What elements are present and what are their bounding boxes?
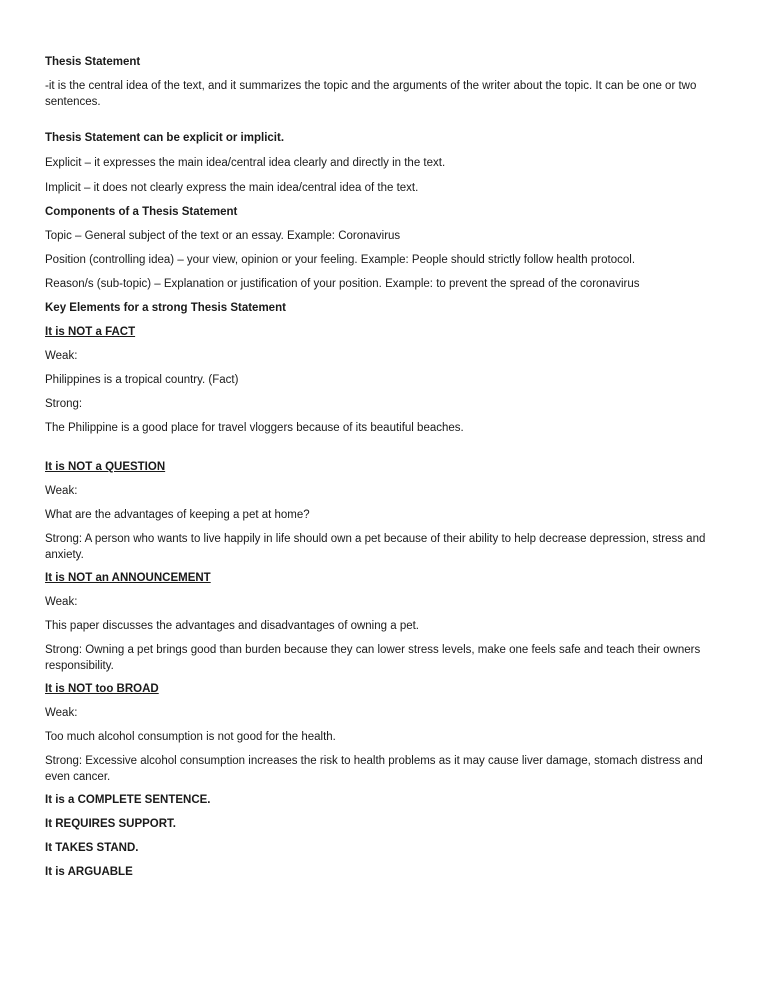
fact-weak-label: Weak: [45,350,78,362]
fact-heading: It is NOT a FACT [45,326,136,338]
question-weak-label: Weak: [45,485,78,497]
question-heading: It is NOT a QUESTION [45,461,166,473]
implicit-definition: Implicit – it does not clearly express the main idea/central idea of the text. [45,182,419,194]
arguable-element: It is ARGUABLE [45,866,133,878]
component-position: Position (controlling idea) – your view, opinion or your feeling. Example: People should strictly follow health protocol. [45,254,636,266]
fact-strong-label: Strong: [45,398,83,410]
broad-heading: It is NOT too BROAD [45,683,159,695]
question-strong-example: Strong: A person who wants to live happily in life should own a pet because of their ability to help decrease depression, stress and anxiety. [45,533,706,561]
announcement-strong-example: Strong: Owning a pet brings good than burden because they can lower stress levels, make one feels safe and teach their owners responsibility. [45,644,701,672]
fact-weak-example: Philippines is a tropical country. (Fact) [45,374,239,386]
broad-weak-example: Too much alcohol consumption is not good for the health. [45,731,336,743]
component-reasons: Reason/s (sub-topic) – Explanation or justification of your position. Example: to prevent the spread of the coronavirus [45,278,640,290]
broad-strong-example: Strong: Excessive alcohol consumption increases the risk to health problems as it may cause liver damage, stomach distress and even cancer. [45,755,703,783]
announcement-weak-example: This paper discusses the advantages and disadvantages of owning a pet. [45,620,419,632]
fact-strong-example: The Philippine is a good place for travel vloggers because of its beautiful beaches. [45,422,464,434]
question-weak-example: What are the advantages of keeping a pet at home? [45,509,310,521]
takes-stand-element: It TAKES STAND. [45,842,139,854]
components-heading: Components of a Thesis Statement [45,206,238,218]
announcement-heading: It is NOT an ANNOUNCEMENT [45,572,211,584]
key-elements-heading: Key Elements for a strong Thesis Statement [45,302,286,314]
explicit-implicit-heading: Thesis Statement can be explicit or implicit. [45,132,285,144]
explicit-definition: Explicit – it expresses the main idea/central idea clearly and directly in the text. [45,157,446,169]
broad-weak-label: Weak: [45,707,78,719]
page-title: Thesis Statement [45,56,141,68]
component-topic: Topic – General subject of the text or an essay. Example: Coronavirus [45,230,401,242]
complete-sentence-element: It is a COMPLETE SENTENCE. [45,794,211,806]
requires-support-element: It REQUIRES SUPPORT. [45,818,176,830]
announcement-weak-label: Weak: [45,596,78,608]
definition-paragraph: -it is the central idea of the text, and it summarizes the topic and the arguments of the writer about the topic. It can be one or two sentences. [45,80,697,108]
